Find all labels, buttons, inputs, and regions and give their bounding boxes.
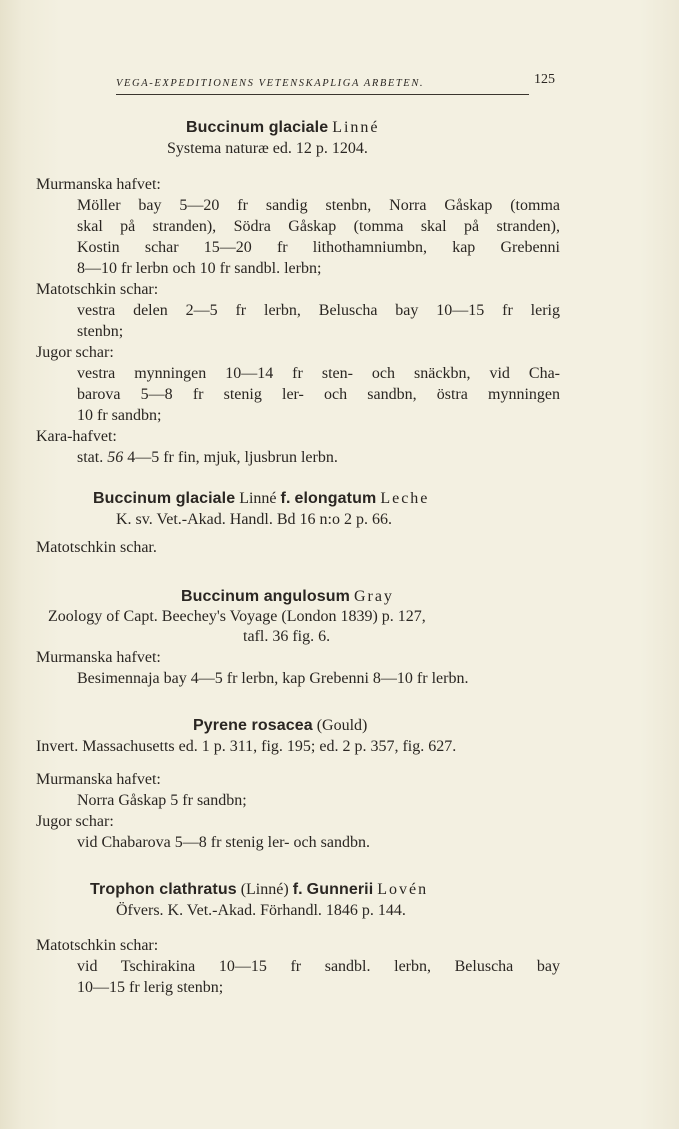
locality-detail: stenbn; bbox=[77, 323, 124, 340]
locality-heading: Murmanska hafvet: bbox=[36, 771, 161, 788]
locality-detail: vestra mynningen 10—14 fr sten- och snäckbn, vid Cha- bbox=[77, 365, 560, 382]
locality-heading: Matotschkin schar. bbox=[36, 539, 157, 556]
header-rule bbox=[116, 94, 529, 95]
form-name: Gunnerii bbox=[306, 881, 374, 898]
locality-heading: Matotschkin schar: bbox=[36, 281, 159, 298]
species-author: Linné bbox=[239, 490, 277, 507]
form-abbrev: f. bbox=[280, 490, 291, 507]
form-name: elongatum bbox=[294, 490, 377, 507]
locality-heading: Kara-hafvet: bbox=[36, 428, 117, 445]
species-name: Trophon clathratus bbox=[90, 881, 237, 898]
locality-detail: vid Tschirakina 10—15 fr sandbl. lerbn, Beluscha bay bbox=[77, 958, 560, 975]
locality-heading: Murmanska hafvet: bbox=[36, 176, 161, 193]
station-number: 56 bbox=[107, 449, 124, 466]
species-heading bbox=[193, 716, 367, 736]
locality-heading: Matotschkin schar: bbox=[36, 937, 159, 954]
species-author: (Linné) bbox=[240, 881, 289, 898]
species-heading bbox=[181, 587, 394, 607]
locality-detail: skal på stranden), Södra Gåskap (tomma skal på stranden), bbox=[77, 218, 560, 235]
locality-detail: vid Chabarova 5—8 fr stenig ler- och sandbn. bbox=[77, 834, 370, 851]
species-reference-cont: tafl. 36 fig. 6. bbox=[243, 628, 331, 645]
locality-heading: Murmanska hafvet: bbox=[36, 649, 161, 666]
locality-heading: Jugor schar: bbox=[36, 813, 114, 830]
station-prefix: stat. bbox=[77, 449, 104, 466]
locality-heading: Jugor schar: bbox=[36, 344, 114, 361]
species-heading bbox=[186, 118, 380, 138]
species-author: (Gould) bbox=[316, 717, 368, 734]
species-heading bbox=[90, 880, 428, 900]
species-reference: Invert. Massachusetts ed. 1 p. 311, fig. 195; ed. 2 p. 357, fig. 627. bbox=[36, 738, 457, 755]
locality-detail: 10—15 fr lerig stenbn; bbox=[77, 979, 224, 996]
species-name: Buccinum glaciale bbox=[93, 490, 236, 507]
locality-detail: Kostin schar 15—20 fr lithothamniumbn, kap Grebenni bbox=[77, 239, 560, 256]
species-name: Buccinum glaciale bbox=[186, 119, 329, 136]
locality-detail: Norra Gåskap 5 fr sandbn; bbox=[77, 792, 247, 809]
locality-detail: 10 fr sandbn; bbox=[77, 407, 162, 424]
species-reference: Systema naturæ ed. 12 p. 1204. bbox=[167, 140, 368, 157]
locality-detail: 8—10 fr lerbn och 10 fr sandbl. lerbn; bbox=[77, 260, 322, 277]
species-author: Gray bbox=[353, 588, 394, 605]
station-description: 4—5 fr fin, mjuk, ljusbrun lerbn. bbox=[127, 449, 338, 466]
locality-detail: vestra delen 2—5 fr lerbn, Beluscha bay 10—15 fr lerig bbox=[77, 302, 560, 319]
locality-detail: Besimennaja bay 4—5 fr lerbn, kap Grebenni 8—10 fr lerbn. bbox=[77, 670, 469, 687]
form-abbrev: f. bbox=[292, 881, 303, 898]
species-name: Pyrene rosacea bbox=[193, 717, 313, 734]
species-reference: Zoology of Capt. Beechey's Voyage (London 1839) p. 127, bbox=[48, 608, 426, 625]
form-author: Leche bbox=[380, 490, 430, 507]
form-author: Lovén bbox=[377, 881, 429, 898]
locality-detail: Möller bay 5—20 fr sandig stenbn, Norra Gåskap (tomma bbox=[77, 197, 560, 214]
page-number: 125 bbox=[534, 72, 555, 87]
species-reference: Öfvers. K. Vet.-Akad. Förhandl. 1846 p. 144. bbox=[116, 902, 406, 919]
locality-detail: barova 5—8 fr stenig ler- och sandbn, östra mynningen bbox=[77, 386, 560, 403]
species-heading bbox=[93, 489, 429, 509]
locality-detail bbox=[77, 448, 338, 468]
species-author: Linné bbox=[332, 119, 380, 136]
running-head: VEGA-EXPEDITIONENS VETENSKAPLIGA ARBETEN. bbox=[116, 78, 425, 89]
species-reference: K. sv. Vet.-Akad. Handl. Bd 16 n:o 2 p. 66. bbox=[116, 511, 392, 528]
species-name: Buccinum angulosum bbox=[181, 588, 350, 605]
